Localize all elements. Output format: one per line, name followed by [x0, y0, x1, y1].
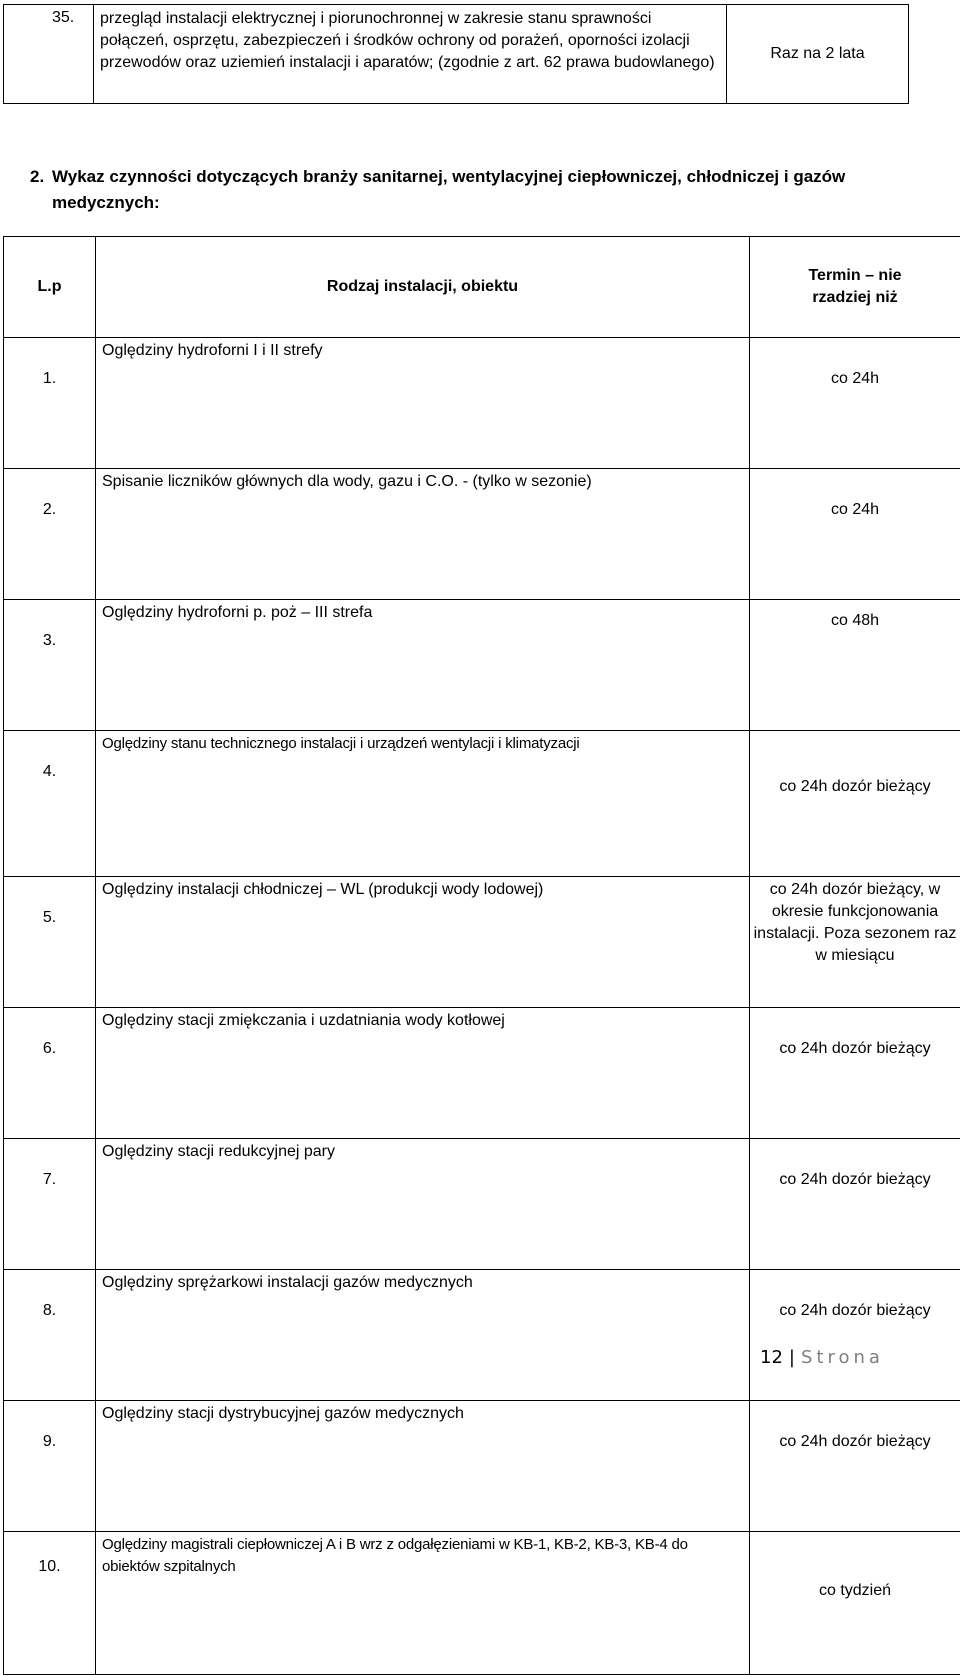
- table-row: [4, 1139, 960, 1270]
- table-row: [4, 877, 960, 1008]
- row-term: co 24h dozór bieżący: [750, 1401, 960, 1532]
- row-term: co 24h dozór bieżący, w okresie funkcjonowania instalacji. Poza sezonem raz w miesiącu: [750, 877, 960, 1008]
- row-lp: 9.: [4, 1401, 96, 1532]
- row-term: co 24h dozór bieżący: [750, 1139, 960, 1270]
- row-lp: 6.: [4, 1008, 96, 1139]
- row-desc: Oględziny instalacji chłodniczej – WL (produkcji wody lodowej): [96, 877, 750, 1008]
- row-lp: 8.: [4, 1270, 96, 1401]
- row-desc: Oględziny sprężarkowi instalacji gazów medycznych: [96, 1270, 750, 1401]
- header-lp: L.p: [4, 237, 96, 338]
- row-lp: 10.: [4, 1532, 96, 1675]
- table-row: [4, 600, 960, 731]
- row-term: co 24h dozór bieżący: [750, 731, 960, 877]
- row-lp: 1.: [4, 338, 96, 469]
- activities-table: [3, 236, 960, 1675]
- footer-separator: |: [789, 1347, 795, 1368]
- header-term: Termin – nie rzadziej niż: [750, 237, 960, 338]
- row-lp: 7.: [4, 1139, 96, 1270]
- header-type: Rodzaj instalacji, obiektu: [96, 237, 750, 338]
- row-lp: 4.: [4, 731, 96, 877]
- table-header-row: [4, 237, 960, 338]
- row-lp: 2.: [4, 469, 96, 600]
- table-row: [4, 1532, 960, 1675]
- section-heading: [30, 164, 930, 216]
- page-footer: [760, 1347, 884, 1368]
- table-row: [4, 1008, 960, 1139]
- row-term: co tydzień: [750, 1532, 960, 1675]
- row-lp: 3.: [4, 600, 96, 731]
- table-row: [4, 338, 960, 469]
- table-row: [4, 1401, 960, 1532]
- row-number: 35.: [4, 5, 94, 104]
- row-description: przegląd instalacji elektrycznej i piorunochronnej w zakresie stanu sprawności połączeń, osprzętu, zabezpieczeń i środków ochrony od porażeń, oporności izolacji przewodów oraz uziemień instalacji i aparatów; (zgodnie z art. 62 prawa budowlanego): [94, 5, 727, 104]
- row-desc: Oględziny hydroforni p. poż – III strefa: [96, 600, 750, 731]
- section-title: Wykaz czynności dotyczących branży sanitarnej, wentylacyjnej ciepłowniczej, chłodniczej i gazów medycznych:: [30, 164, 930, 216]
- page-number: 12: [760, 1347, 783, 1368]
- row-desc: Oględziny stacji redukcyjnej pary: [96, 1139, 750, 1270]
- row-desc: Oględziny stacji zmiękczania i uzdatniania wody kotłowej: [96, 1008, 750, 1139]
- row-desc: Oględziny stanu technicznego instalacji i urządzeń wentylacji i klimatyzacji: [96, 731, 750, 877]
- row-term: co 24h: [750, 469, 960, 600]
- table-row: [4, 731, 960, 877]
- table-row: [4, 469, 960, 600]
- row-term: co 24h dozór bieżący: [750, 1008, 960, 1139]
- row-term: co 24h dozór bieżący: [750, 1270, 960, 1401]
- row-desc: Oględziny magistrali ciepłowniczej A i B wrz z odgałęzieniami w KB-1, KB-2, KB-3, KB-4 do obiektów szpitalnych: [96, 1532, 750, 1675]
- previous-table-last-row: [3, 4, 909, 104]
- table-row: [4, 1270, 960, 1401]
- row-desc: Spisanie liczników głównych dla wody, gazu i C.O. - (tylko w sezonie): [96, 469, 750, 600]
- page-word: Strona: [801, 1347, 884, 1368]
- section-number: 2.: [30, 164, 44, 190]
- row-term: co 24h: [750, 338, 960, 469]
- row-frequency: Raz na 2 lata: [727, 5, 909, 104]
- row-desc: Oględziny hydroforni I i II strefy: [96, 338, 750, 469]
- row-lp: 5.: [4, 877, 96, 1008]
- row-term: co 48h: [750, 600, 960, 731]
- row-desc: Oględziny stacji dystrybucyjnej gazów medycznych: [96, 1401, 750, 1532]
